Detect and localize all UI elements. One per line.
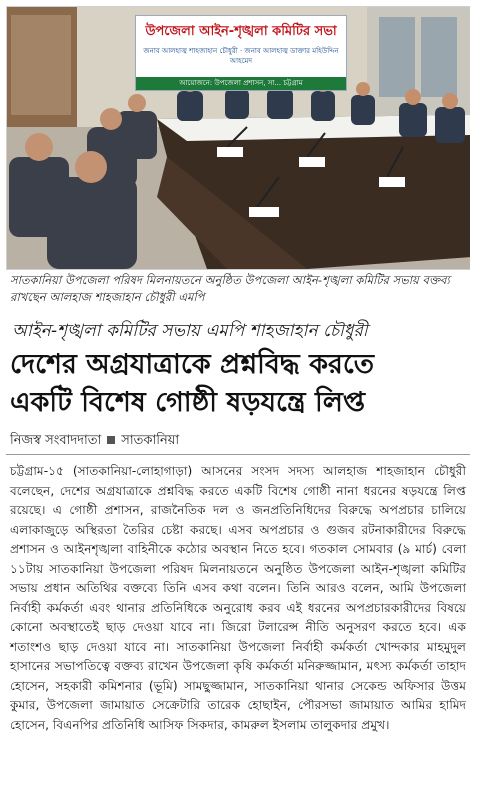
- byline-location: সাতকানিয়া: [121, 433, 180, 448]
- article-paragraph: চট্টগ্রাম-১৫ (সাতকানিয়া-লোহাগাড়া) আসনের সংসদ সদস্য আলহাজ শাহজাহান চৌধুরী বলেছেন, দেশের অগ্রযাত্রাকে প্রশ্নবিদ্ধ করতে একটি বিশেষ গোষ্ঠী নানা ধরনের ষড়যন্ত্রে লিপ্ত রয়েছে। এ গোষ্ঠী প্রশাসন, রাজনৈতিক দল ও জনপ্রতিনিধিদের বিরুদ্ধে অপপ্রচার চালিয়ে এলাকাজুড়ে অস্থিরতা তৈরির চেষ্টা করছে। এসব অপপ্রচার ও গুজব রটনাকারীদের বিরুদ্ধে প্রশাসন ও আইনশৃঙ্খলা বাহিনীকে কঠোর অবস্থান নিতে হবে। গতকাল সোমবার (৯ মার্চ) বেলা ১১টায় সাতকানিয়া উপজেলা পরিষদ মিলনায়তনে অনুষ্ঠিত উপজেলা আইন-শৃঙ্খলা কমিটির সভায় প্রধান অতিথির বক্তব্যে তিনি এসব কথা বলেন। তিনি আরও বলেন, আমি উপজেলা নির্বাহী কর্মকর্তা এবং থানার প্রতিনিধিকে অনুরোধ করব এই ধরনের অপপ্রচারকারীদের বিষয়ে কোনো অবস্থাতেই ছাড় দেওয়া যাবে না। জিরো টলারেন্স নীতি অনুসরণ করতে হবে। এক শতাংশও ছাড় দেওয়া যাবে না। সাতকানিয়া উপজেলা নির্বাহী কর্মকর্তা খোন্দকার মাহমুদুল হাসানের সভাপতিত্বে বক্তব্য রাখেন উপজেলা কৃষি কর্মকর্তা মনিরুজ্জামান, মৎস্য কর্মকর্তা তাহাদ হোসেন, সহকারী কমিশনার (ভূমি) সামছুজ্জামান, সাতকানিয়া থানার সেকেন্ড অফিসার উত্তম কুমার, উপজেলা জামায়াত সেক্রেটারি তারেক হোছাইন, পৌরসভা জামায়াত আমির হামিদ হোসেন, বিএনপির প্রতিনিধি আসিফ সিকদার, কামরুল ইসলাম তালুকদার প্রমুখ।: [10, 464, 466, 732]
- meeting-photo: [6, 6, 470, 270]
- kicker-headline: আইন-শৃঙ্খলা কমিটির সভায় এমপি শাহজাহান চৌধুরী: [12, 321, 368, 341]
- news-clipping: [6, 6, 470, 798]
- square-bullet-icon: [107, 436, 115, 444]
- byline: [10, 432, 179, 450]
- byline-reporter: নিজস্ব সংবাদদাতা: [10, 433, 102, 448]
- event-banner: [135, 15, 347, 91]
- headline-line-2: একটি বিশেষ গোষ্ঠী ষড়যন্ত্রে লিপ্ত: [10, 387, 366, 418]
- headline-line-1: দেশের অগ্রযাত্রাকে প্রশ্নবিদ্ধ করতে: [10, 349, 374, 380]
- photo-caption: সাতকানিয়া উপজেলা পরিষদ মিলনায়তনে অনুষ্ঠিত উপজেলা আইন-শৃঙ্খলা কমিটির সভায় বক্তব্য রাখছেন আলহাজ শাহজাহান চৌধুরী এমপি: [10, 273, 450, 304]
- banner-guest-names: জনাব আলহাজ্ব শাহজাহান চৌধুরী · জনাব আলহাজ্ব ডাক্তার মহিউদ্দিন আহমেদ: [143, 47, 339, 65]
- article-body: [10, 462, 466, 735]
- main-headline: [10, 346, 466, 422]
- banner-title: উপজেলা আইন-শৃঙ্খলা কমিটির সভা: [145, 24, 337, 39]
- byline-divider: [6, 454, 470, 455]
- banner-organizer: আয়োজনে: উপজেলা প্রশাসন, সা... চট্টগ্রাম: [136, 77, 346, 90]
